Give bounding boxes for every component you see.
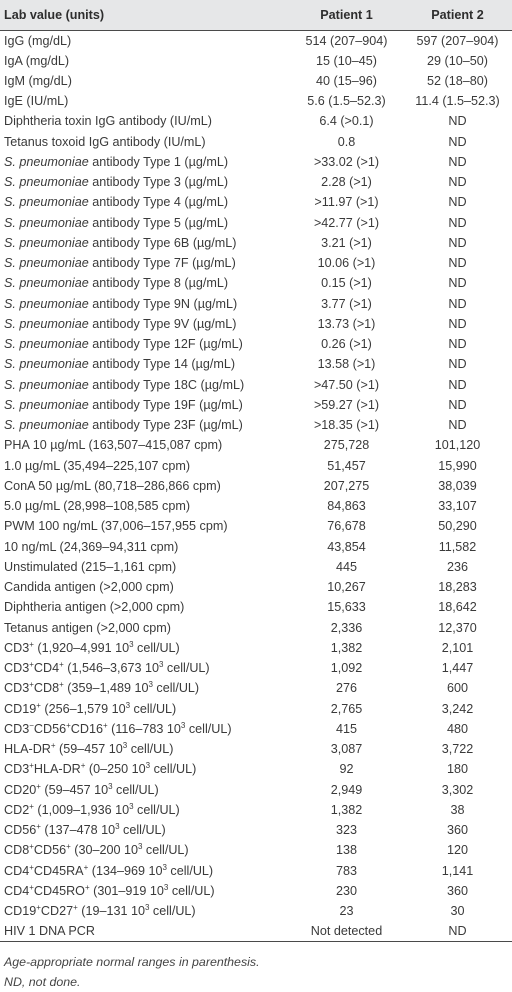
cell-patient-2: 120 bbox=[446, 843, 468, 858]
cell-patient-2: 101,120 bbox=[434, 438, 481, 453]
cell-patient-2: ND bbox=[448, 377, 467, 392]
cell-lab-value: CD20+ (59–457 $10^3$ cell/UL) bbox=[4, 781, 159, 797]
cell-lab-value: IgE (IU/mL) bbox=[4, 94, 69, 109]
cell-patient-1: 3,087 bbox=[330, 742, 363, 757]
table-row bbox=[0, 881, 512, 901]
column-header-patient-2: Patient 2 bbox=[403, 0, 512, 30]
cell-lab-value: Tetanus toxoid IgG antibody (IU/mL) bbox=[4, 134, 206, 149]
cell-patient-2: ND bbox=[448, 154, 467, 169]
table-row bbox=[0, 253, 512, 273]
cell-lab-value: CD3+CD4+ (1,546–3,673 $10^3$ cell/UL) bbox=[4, 660, 210, 676]
table-row bbox=[0, 152, 512, 172]
table-row bbox=[0, 456, 512, 476]
table-row bbox=[0, 678, 512, 698]
table-row bbox=[0, 71, 512, 91]
cell-patient-1: 0.15 (>1) bbox=[321, 276, 372, 291]
cell-patient-1: 3.21 (>1) bbox=[321, 235, 372, 250]
cell-patient-2: 11,582 bbox=[438, 539, 477, 554]
cell-patient-2: 3,722 bbox=[441, 742, 474, 757]
cell-patient-1: 3.77 (>1) bbox=[321, 296, 372, 311]
cell-patient-2: ND bbox=[448, 256, 467, 271]
footnote-normal-ranges: Age-appropriate normal ranges in parenthesis. bbox=[4, 955, 260, 970]
cell-patient-2: ND bbox=[448, 357, 467, 372]
table-row bbox=[0, 30, 512, 51]
table-row bbox=[0, 111, 512, 131]
cell-lab-value: Unstimulated (215–1,161 cpm) bbox=[4, 559, 177, 574]
cell-patient-1: 207,275 bbox=[323, 478, 370, 493]
cell-patient-1: 514 (207–904) bbox=[305, 33, 388, 48]
table-row bbox=[0, 435, 512, 455]
cell-lab-value: S. pneumoniae antibody Type 1 (µg/mL) bbox=[4, 154, 229, 169]
cell-patient-1: 415 bbox=[335, 721, 357, 736]
cell-patient-1: 275,728 bbox=[323, 438, 370, 453]
cell-lab-value: HIV 1 DNA PCR bbox=[0, 921, 290, 942]
table-row bbox=[0, 91, 512, 111]
table-row bbox=[0, 51, 512, 71]
cell-patient-1: 15 (10–45) bbox=[316, 53, 377, 68]
cell-patient-1: >47.50 (>1) bbox=[313, 377, 380, 392]
cell-patient-2: 2,101 bbox=[441, 640, 474, 655]
cell-patient-2: ND bbox=[448, 175, 467, 190]
cell-lab-value: S. pneumoniae antibody Type 14 (µg/mL) bbox=[4, 357, 236, 372]
table-row bbox=[0, 476, 512, 496]
cell-patient-1: 445 bbox=[335, 559, 357, 574]
table-row bbox=[0, 861, 512, 881]
cell-patient-1: >11.97 (>1) bbox=[314, 195, 379, 210]
cell-patient-2: 360 bbox=[446, 883, 468, 898]
cell-lab-value: 10 ng/mL (24,369–94,311 cpm) bbox=[4, 539, 179, 554]
table-row bbox=[0, 132, 512, 152]
cell-patient-2: 33,107 bbox=[438, 499, 477, 514]
cell-patient-1: 1,092 bbox=[330, 661, 363, 676]
cell-lab-value: Candida antigen (>2,000 cpm) bbox=[4, 580, 174, 595]
cell-patient-1: 92 bbox=[339, 762, 354, 777]
cell-patient-2: ND bbox=[448, 235, 467, 250]
table-row bbox=[0, 800, 512, 820]
cell-patient-1: 10.06 (>1) bbox=[317, 256, 376, 271]
cell-patient-1: 15,633 bbox=[327, 600, 366, 615]
cell-lab-value: S. pneumoniae antibody Type 12F (µg/mL) bbox=[4, 337, 243, 352]
cell-patient-2: ND bbox=[448, 316, 467, 331]
cell-lab-value: CD3+HLA-DR+ (0–250 $10^3$ cell/UL) bbox=[4, 761, 197, 777]
cell-patient-2: ND bbox=[448, 397, 467, 412]
table-row bbox=[0, 840, 512, 860]
cell-lab-value: S. pneumoniae antibody Type 7F (µg/mL) bbox=[4, 256, 236, 271]
table-row bbox=[0, 354, 512, 374]
cell-patient-1: 276 bbox=[335, 681, 357, 696]
table-row bbox=[0, 638, 512, 658]
table-row bbox=[0, 618, 512, 638]
cell-patient-2: ND bbox=[448, 215, 467, 230]
cell-lab-value: IgM (mg/dL) bbox=[4, 73, 72, 88]
cell-patient-1: 2,949 bbox=[330, 782, 363, 797]
table-footnotes bbox=[0, 952, 512, 992]
cell-patient-2: 3,302 bbox=[441, 782, 474, 797]
cell-patient-2: ND bbox=[448, 337, 467, 352]
cell-patient-1: 0.8 bbox=[337, 134, 356, 149]
table-row bbox=[0, 658, 512, 678]
table-header-row bbox=[0, 0, 512, 30]
cell-patient-2: ND bbox=[403, 921, 512, 942]
cell-lab-value: S. pneumoniae antibody Type 18C (µg/mL) bbox=[4, 377, 245, 392]
cell-patient-1: 13.58 (>1) bbox=[317, 357, 376, 372]
cell-lab-value: Diphtheria toxin IgG antibody (IU/mL) bbox=[4, 114, 212, 129]
table-row bbox=[0, 415, 512, 435]
cell-patient-1: 40 (15–96) bbox=[316, 73, 377, 88]
cell-patient-2: ND bbox=[448, 134, 467, 149]
table-row bbox=[0, 334, 512, 354]
cell-patient-2: 480 bbox=[446, 721, 468, 736]
cell-lab-value: PHA 10 µg/mL (163,507–415,087 cpm) bbox=[4, 438, 223, 453]
cell-patient-1: >33.02 (>1) bbox=[313, 154, 380, 169]
table-row bbox=[0, 233, 512, 253]
cell-patient-1: 84,863 bbox=[327, 499, 366, 514]
table-row bbox=[0, 780, 512, 800]
cell-patient-1: 783 bbox=[335, 863, 357, 878]
cell-patient-2: 52 (18–80) bbox=[427, 73, 488, 88]
table-row bbox=[0, 901, 512, 921]
cell-patient-2: ND bbox=[448, 418, 467, 433]
cell-patient-2: 1,141 bbox=[441, 863, 474, 878]
table-row bbox=[0, 172, 512, 192]
cell-patient-1: >59.27 (>1) bbox=[313, 397, 380, 412]
table-row bbox=[0, 273, 512, 293]
cell-patient-1: 13.73 (>1) bbox=[317, 316, 376, 331]
cell-lab-value: CD3+CD8+ (359–1,489 $10^3$ cell/UL) bbox=[4, 680, 200, 696]
table-row bbox=[0, 213, 512, 233]
table-row bbox=[0, 759, 512, 779]
cell-patient-1: 23 bbox=[339, 904, 354, 919]
table-row bbox=[0, 314, 512, 334]
cell-patient-2: 38,039 bbox=[438, 478, 477, 493]
cell-lab-value: CD3+ (1,920–4,991 $10^3$ cell/UL) bbox=[4, 639, 180, 655]
cell-lab-value: IgG (mg/dL) bbox=[4, 33, 72, 48]
cell-patient-1: 10,267 bbox=[327, 580, 366, 595]
cell-patient-1: 6.4 (>0.1) bbox=[319, 114, 374, 129]
cell-patient-2: ND bbox=[448, 296, 467, 311]
table-body bbox=[0, 30, 512, 942]
footnote-nd: ND, not done. bbox=[4, 975, 81, 990]
table-row bbox=[0, 496, 512, 516]
table-row bbox=[0, 375, 512, 395]
cell-lab-value: S. pneumoniae antibody Type 4 (µg/mL) bbox=[4, 195, 229, 210]
cell-patient-2: 50,290 bbox=[438, 519, 477, 534]
cell-lab-value: HLA-DR+ (59–457 $10^3$ cell/UL) bbox=[4, 741, 174, 757]
cell-patient-2: ND bbox=[448, 276, 467, 291]
cell-patient-2: 18,283 bbox=[438, 580, 477, 595]
cell-patient-2: 15,990 bbox=[438, 458, 477, 473]
table-row bbox=[0, 577, 512, 597]
cell-patient-2: 180 bbox=[446, 762, 468, 777]
cell-lab-value: S. pneumoniae antibody Type 23F (µg/mL) bbox=[4, 418, 243, 433]
cell-patient-1: 2,765 bbox=[330, 701, 363, 716]
cell-patient-1: 43,854 bbox=[327, 539, 366, 554]
column-header-patient-1: Patient 1 bbox=[290, 0, 403, 30]
cell-patient-1: Not detected bbox=[290, 921, 403, 942]
cell-patient-2: 11.4 (1.5–52.3) bbox=[415, 94, 500, 109]
table-row bbox=[0, 719, 512, 739]
cell-patient-2: ND bbox=[448, 195, 467, 210]
cell-lab-value: CD3−CD56+CD16+ (116–783 $10^3$ cell/UL) bbox=[4, 720, 232, 736]
cell-patient-2: 597 (207–904) bbox=[416, 33, 499, 48]
cell-lab-value: Tetanus antigen (>2,000 cpm) bbox=[4, 620, 171, 635]
cell-lab-value: IgA (mg/dL) bbox=[4, 53, 70, 68]
cell-lab-value: S. pneumoniae antibody Type 8 (µg/mL) bbox=[4, 276, 229, 291]
cell-lab-value: CD4+CD45RA+ (134–969 $10^3$ cell/UL) bbox=[4, 862, 214, 878]
cell-lab-value: S. pneumoniae antibody Type 9V (µg/mL) bbox=[4, 316, 237, 331]
cell-patient-2: 3,242 bbox=[441, 701, 474, 716]
cell-lab-value: CD8+CD56+ (30–200 $10^3$ cell/UL) bbox=[4, 842, 189, 858]
cell-patient-1: 5.6 (1.5–52.3) bbox=[307, 94, 386, 109]
table-row bbox=[0, 739, 512, 759]
table-row bbox=[0, 597, 512, 617]
cell-patient-1: 138 bbox=[335, 843, 357, 858]
cell-patient-1: 2,336 bbox=[330, 620, 363, 635]
cell-patient-2: ND bbox=[448, 114, 467, 129]
table-row bbox=[0, 537, 512, 557]
table-row bbox=[0, 921, 512, 942]
cell-patient-1: >42.77 (>1) bbox=[313, 215, 380, 230]
cell-lab-value: S. pneumoniae antibody Type 5 (µg/mL) bbox=[4, 215, 229, 230]
table-row bbox=[0, 192, 512, 212]
table-row bbox=[0, 294, 512, 314]
cell-lab-value: CD19+CD27+ (19–131 $10^3$ cell/UL) bbox=[4, 903, 196, 919]
cell-patient-1: 2.28 (>1) bbox=[321, 175, 372, 190]
cell-lab-value: 5.0 µg/mL (28,998–108,585 cpm) bbox=[4, 499, 191, 514]
cell-lab-value: Diphtheria antigen (>2,000 cpm) bbox=[4, 600, 185, 615]
column-header-lab-value: Lab value (units) bbox=[0, 0, 290, 30]
cell-patient-1: 0.26 (>1) bbox=[321, 337, 372, 352]
cell-patient-2: 30 bbox=[450, 904, 465, 919]
cell-patient-1: 323 bbox=[335, 823, 357, 838]
cell-lab-value: S. pneumoniae antibody Type 3 (µg/mL) bbox=[4, 175, 229, 190]
cell-patient-2: 18,642 bbox=[438, 600, 477, 615]
cell-patient-2: 1,447 bbox=[441, 661, 474, 676]
cell-patient-2: 236 bbox=[446, 559, 468, 574]
table-row bbox=[0, 557, 512, 577]
cell-patient-2: 12,370 bbox=[438, 620, 477, 635]
cell-lab-value: CD4+CD45RO+ (301–919 $10^3$ cell/UL) bbox=[4, 882, 215, 898]
cell-lab-value: CD56+ (137–478 $10^3$ cell/UL) bbox=[4, 822, 166, 838]
cell-lab-value: ConA 50 µg/mL (80,718–286,866 cpm) bbox=[4, 478, 221, 493]
cell-lab-value: 1.0 µg/mL (35,494–225,107 cpm) bbox=[4, 458, 191, 473]
cell-patient-1: 1,382 bbox=[330, 802, 363, 817]
table-row bbox=[0, 820, 512, 840]
cell-lab-value: CD19+ (256–1,579 $10^3$ cell/UL) bbox=[4, 700, 177, 716]
cell-patient-2: 29 (10–50) bbox=[427, 53, 488, 68]
cell-patient-1: >18.35 (>1) bbox=[313, 418, 380, 433]
table-row bbox=[0, 699, 512, 719]
table-row bbox=[0, 395, 512, 415]
cell-lab-value: CD2+ (1,009–1,936 $10^3$ cell/UL) bbox=[4, 801, 180, 817]
cell-lab-value: S. pneumoniae antibody Type 9N (µg/mL) bbox=[4, 296, 238, 311]
cell-patient-2: 600 bbox=[446, 681, 468, 696]
cell-patient-1: 230 bbox=[335, 883, 357, 898]
cell-patient-1: 51,457 bbox=[327, 458, 366, 473]
cell-lab-value: PWM 100 ng/mL (37,006–157,955 cpm) bbox=[4, 519, 228, 534]
cell-patient-1: 1,382 bbox=[330, 640, 363, 655]
cell-patient-2: 360 bbox=[446, 823, 468, 838]
cell-patient-1: 76,678 bbox=[327, 519, 366, 534]
cell-lab-value: S. pneumoniae antibody Type 6B (µg/mL) bbox=[4, 235, 237, 250]
cell-patient-2: 38 bbox=[450, 802, 465, 817]
table-row bbox=[0, 516, 512, 536]
cell-lab-value: S. pneumoniae antibody Type 19F (µg/mL) bbox=[4, 397, 243, 412]
